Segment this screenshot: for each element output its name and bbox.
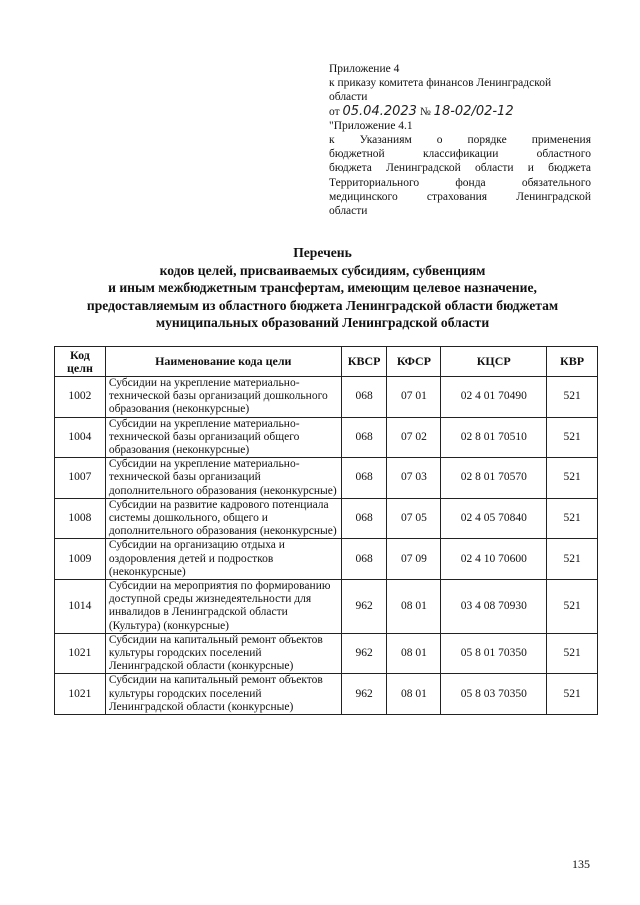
cell-name: Субсидии на капитальный ремонт объектов культуры городских поселений Ленинградской области (конкурсные)	[105, 674, 341, 715]
cell-code: 1009	[55, 539, 106, 580]
order-date-number	[329, 105, 591, 119]
cell-kvr: 521	[547, 580, 598, 634]
cell-kfsr: 07 05	[387, 498, 441, 539]
cell-kvr: 521	[547, 633, 598, 674]
title-line-3: и иным межбюджетным трансфертам, имеющим целевое назначение,	[108, 280, 537, 295]
table-body	[55, 377, 598, 715]
cell-name: Субсидии на организацию отдыха и оздоровления детей и подростков (неконкурсные)	[105, 539, 341, 580]
sub-appendix-title: "Приложение 4.1	[329, 119, 413, 132]
cell-kfsr: 07 03	[387, 458, 441, 499]
cell-kvsr: 068	[341, 377, 387, 418]
cell-kcsr: 03 4 08 70930	[441, 580, 547, 634]
cell-code: 1004	[55, 417, 106, 458]
cell-kcsr: 02 4 01 70490	[441, 377, 547, 418]
appendix-header	[329, 62, 591, 218]
order-reference-cont: области	[329, 91, 368, 104]
cell-kfsr: 07 02	[387, 417, 441, 458]
order-date: от 05.04.2023	[329, 103, 417, 119]
cell-code: 1008	[55, 498, 106, 539]
cell-kvsr: 068	[341, 539, 387, 580]
cell-code: 1007	[55, 458, 106, 499]
cell-code: 1021	[55, 633, 106, 674]
cell-kvsr: 962	[341, 674, 387, 715]
cell-name: Субсидии на развитие кадрового потенциала системы дошкольного, общего и дополнительного образования (неконкурсные)	[105, 498, 341, 539]
title-line-2: кодов целей, присваиваемых субсидиям, субвенциям	[159, 262, 486, 278]
instructions-line-1: к Указаниям о порядке применения	[329, 134, 591, 147]
cell-kcsr: 02 4 05 70840	[441, 498, 547, 539]
cell-kvr: 521	[547, 458, 598, 499]
instructions-line-2: бюджетной классификации областного	[329, 148, 591, 161]
table-row	[55, 377, 598, 418]
cell-kvsr: 962	[341, 633, 387, 674]
col-header-kfsr: КФСР	[387, 347, 441, 377]
title-line-5: муниципальных образований Ленинградской области	[155, 315, 490, 330]
cell-code: 1014	[55, 580, 106, 634]
cell-kcsr: 02 4 10 70600	[441, 539, 547, 580]
instructions-line-5: медицинского страхования Ленинградской	[329, 190, 591, 203]
cell-code: 1002	[55, 377, 106, 418]
cell-kvr: 521	[547, 674, 598, 715]
table-row	[55, 417, 598, 458]
instructions-line-3: бюджета Ленинградской области и бюджета	[329, 162, 591, 175]
cell-kfsr: 08 01	[387, 674, 441, 715]
order-reference: к приказу комитета финансов Ленинградской	[329, 77, 552, 90]
cell-kfsr: 08 01	[387, 633, 441, 674]
target-codes-table	[54, 346, 598, 715]
col-header-kcsr: КЦСР	[441, 347, 547, 377]
table-row	[55, 674, 598, 715]
table-row	[55, 580, 598, 634]
title-line-4: предоставляемым из областного бюджета Ленинградской области бюджетам	[86, 297, 559, 313]
instructions-line-6: области	[329, 205, 368, 218]
col-header-kvr: КВР	[547, 347, 598, 377]
cell-kvsr: 068	[341, 498, 387, 539]
cell-kfsr: 07 01	[387, 377, 441, 418]
title-line-1: Перечень	[293, 245, 352, 260]
col-header-code: Код целн	[55, 347, 106, 377]
cell-kvr: 521	[547, 498, 598, 539]
cell-kcsr: 02 8 01 70570	[441, 458, 547, 499]
handwritten-number: 18-02/02-12	[433, 103, 514, 119]
cell-name: Субсидии на укрепление материально-технической базы организаций дошкольного образования (неконкурсные)	[105, 377, 341, 418]
order-number: № 18-02/02-12	[419, 103, 514, 119]
table-row	[55, 498, 598, 539]
cell-kvr: 521	[547, 377, 598, 418]
instructions-line-4: Территориального фонда обязательного	[329, 176, 591, 189]
cell-kvsr: 068	[341, 458, 387, 499]
table-row	[55, 458, 598, 499]
cell-kvsr: 962	[341, 580, 387, 634]
cell-kvsr: 068	[341, 417, 387, 458]
cell-kfsr: 08 01	[387, 580, 441, 634]
col-header-kvsr: КВСР	[341, 347, 387, 377]
table-header-row	[55, 347, 598, 377]
cell-code: 1021	[55, 674, 106, 715]
col-header-name: Наименование кода цели	[105, 347, 341, 377]
page-number: 135	[572, 857, 590, 871]
cell-kfsr: 07 09	[387, 539, 441, 580]
cell-name: Субсидии на укрепление материально-технической базы организаций общего образования (неконкурсные)	[105, 417, 341, 458]
cell-kcsr: 05 8 01 70350	[441, 633, 547, 674]
cell-name: Субсидии на мероприятия по формированию доступной среды жизнедеятельности для инвалидов в Ленинградской области (Культура) (конкурсные)	[105, 580, 341, 634]
cell-kvr: 521	[547, 417, 598, 458]
handwritten-date: 05.04.2023	[342, 103, 417, 119]
appendix-title: Приложение 4	[329, 63, 400, 75]
cell-kcsr: 05 8 03 70350	[441, 674, 547, 715]
cell-kcsr: 02 8 01 70510	[441, 417, 547, 458]
table-row	[55, 633, 598, 674]
table-row	[55, 539, 598, 580]
cell-kvr: 521	[547, 539, 598, 580]
cell-name: Субсидии на капитальный ремонт объектов культуры городских поселений Ленинградской области (конкурсные)	[105, 633, 341, 674]
document-title	[40, 244, 605, 332]
cell-name: Субсидии на укрепление материально-технической базы организаций дополнительного образования (неконкурсные)	[105, 458, 341, 499]
